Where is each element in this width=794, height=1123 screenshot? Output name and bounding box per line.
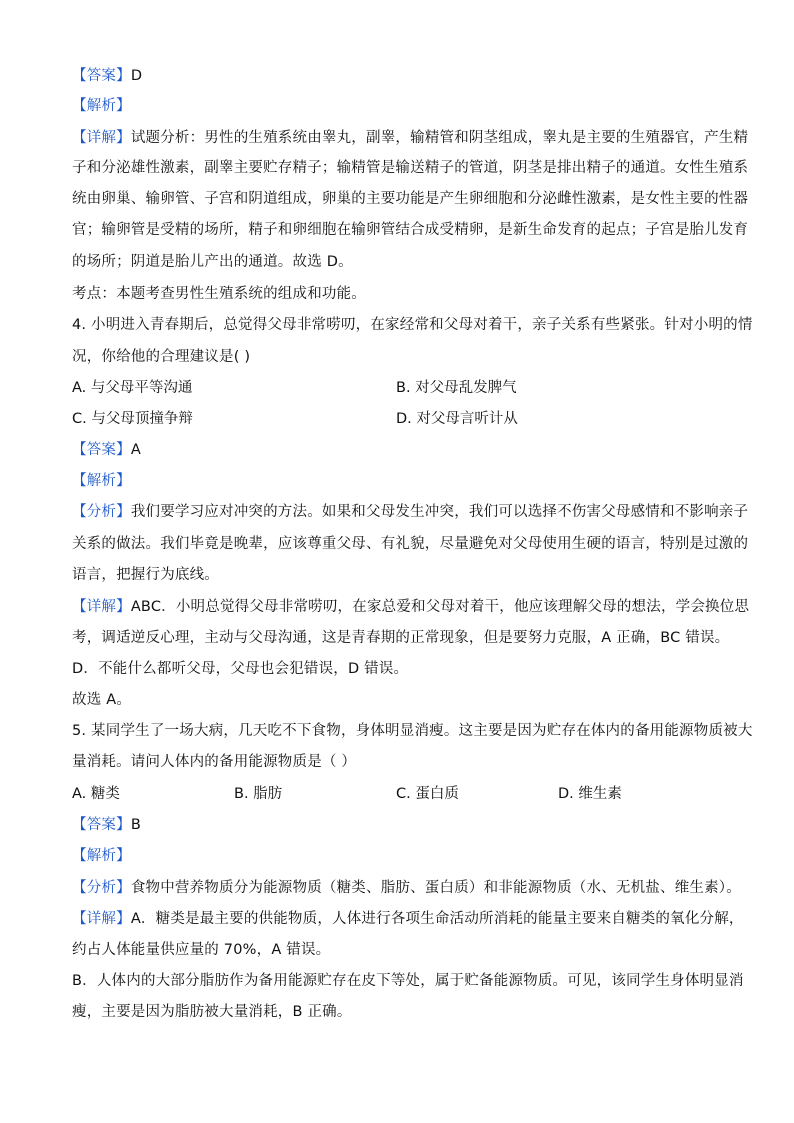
q3-detail-line: 的场所；阴道是胎儿产出的通道。故选 D。: [72, 254, 353, 270]
answer-tag: 【答案】: [72, 817, 131, 833]
q4-detail-line: 【详解】ABC．小明总觉得父母非常唠叨，在家总爱和父母对着干，他应该理解父母的想法，学会换位思: [72, 599, 750, 615]
q4-analysis-tag: 【解析】: [72, 473, 131, 489]
q5-fenxi-line: 【分析】食物中营养物质分为能源物质（糖类、脂肪、蛋白质）和非能源物质（水、无机盐、维生素）。: [72, 880, 741, 896]
q4-option-c: C. 与父母顶撞争辩: [72, 411, 193, 427]
detail-tag: 【详解】: [72, 599, 131, 615]
q3-answer: D: [130, 68, 143, 84]
q5-stem-line: 5. 某同学生了一场大病，几天吃不下食物，身体明显消瘦。这主要是因为贮存在体内的备用能源物质被大: [72, 723, 753, 739]
q4-fenxi-line: 关系的做法。我们毕竟是晚辈，应该尊重父母、有礼貌，尽量避免对父母使用生硬的语言，特别是过激的: [72, 536, 749, 552]
q4-answer-line: [72, 440, 141, 460]
q5-answer-line: [72, 815, 141, 835]
q5-option-b: B. 脂肪: [234, 786, 283, 802]
q4-option-b: B. 对父母乱发脾气: [396, 380, 517, 396]
q5-answer: B: [130, 817, 141, 833]
q5-detail-line: B．人体内的大部分脂肪作为备用能源贮存在皮下等处，属于贮备能源物质。可见，该同学生身体明显消: [72, 973, 744, 989]
q5-analysis-tag: 【解析】: [72, 848, 131, 864]
q3-detail-line: 子和分泌雄性激素，副睾主要贮存精子；输精管是输送精子的管道，阴茎是排出精子的通道。女性生殖系: [72, 160, 749, 176]
q4-detail-line: D．不能什么都听父母，父母也会犯错误，D 错误。: [72, 661, 409, 677]
detail-tag: 【详解】: [72, 911, 131, 927]
fenxi-tag: 【分析】: [72, 880, 131, 896]
q3-analysis-tag: 【解析】: [72, 98, 131, 114]
q5-detail-line: 【详解】A．糖类是最主要的供能物质，人体进行各项生命活动所消耗的能量主要来自糖类的氧化分解，: [72, 911, 744, 927]
q4-fenxi-line: 语言，把握行为底线。: [72, 567, 219, 583]
q4-option-d: D. 对父母言听计从: [396, 411, 518, 427]
fenxi-tag: 【分析】: [72, 504, 131, 520]
q3-answer-line: [72, 66, 142, 86]
answer-tag: 【答案】: [72, 68, 131, 84]
q4-detail-line: 考，调适逆反心理，主动与父母沟通，这是青春期的正常现象，但是要努力克服，A 正确，BC 错误。: [72, 630, 730, 646]
q5-detail-line: 约占人体能量供应量的 70%，A 错误。: [72, 942, 331, 958]
q3-detail-line: 官；输卵管是受精的场所，精子和卵细胞在输卵管结合成受精卵，是新生命发育的起点；子宫是胎儿发育: [72, 222, 749, 238]
q4-detail-line: 故选 A。: [72, 692, 132, 708]
q5-stem-line: 量消耗。请问人体内的备用能源物质是（ ）: [72, 754, 357, 770]
q4-stem-line: 4. 小明进入青春期后，总觉得父母非常唠叨，在家经常和父母对着干，亲子关系有些紧张。针对小明的情: [72, 317, 753, 333]
q4-fenxi-line: 【分析】我们要学习应对冲突的方法。如果和父母发生冲突，我们可以选择不伤害父母感情和不影响亲子: [72, 504, 749, 520]
q5-option-d: D. 维生素: [558, 786, 622, 802]
answer-tag: 【答案】: [72, 442, 131, 458]
q5-option-a: A. 糖类: [72, 786, 120, 802]
q4-stem-line: 况，你给他的合理建议是( ): [72, 349, 251, 365]
q3-detail-line: 统由卵巢、输卵管、子宫和阴道组成，卵巢的主要功能是产生卵细胞和分泌雌性激素，是女性主要的性器: [72, 191, 749, 207]
q4-option-a: A. 与父母平等沟通: [72, 380, 193, 396]
q5-option-c: C. 蛋白质: [396, 786, 459, 802]
detail-tag: 【详解】: [72, 130, 131, 146]
q3-kaodian: 考点：本题考查男性生殖系统的组成和功能。: [72, 286, 366, 302]
q5-detail-line: 瘦，主要是因为脂肪被大量消耗，B 正确。: [72, 1004, 352, 1020]
q4-answer: A: [130, 442, 141, 458]
q3-detail-line: 【详解】试题分析：男性的生殖系统由睾丸，副睾，输精管和阴茎组成，睾丸是主要的生殖器官，产生精: [72, 130, 749, 146]
